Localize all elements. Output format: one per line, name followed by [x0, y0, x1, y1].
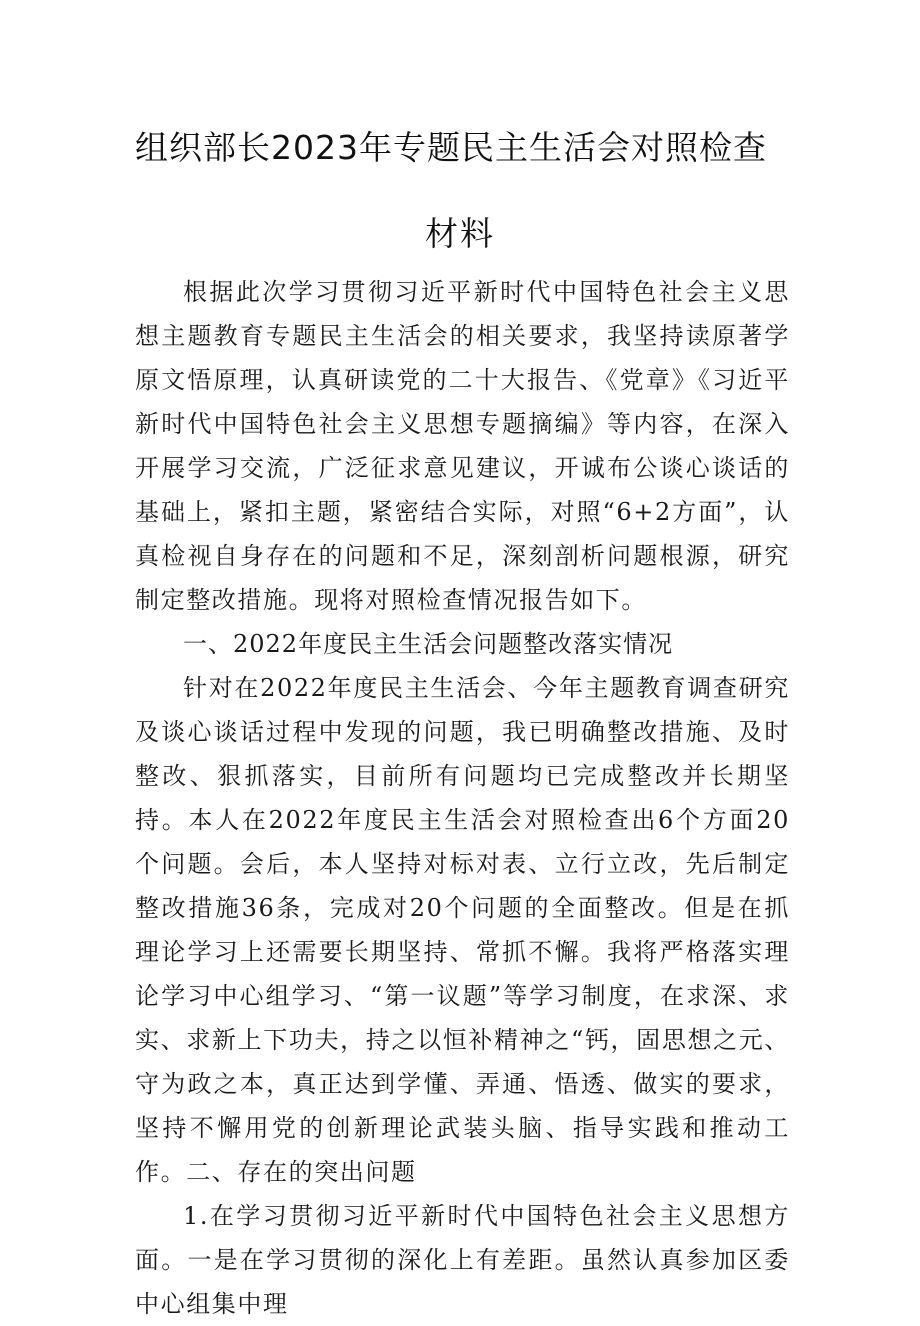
- item-1-paragraph: 1.在学习贯彻习近平新时代中国特色社会主义思想方面。一是在学习贯彻的深化上有差距。虽然认真参加区委中心组集中理: [135, 1202, 790, 1318]
- section-heading-1: 一、2022年度民主生活会问题整改落实情况: [183, 630, 674, 658]
- document-body: [135, 270, 790, 1326]
- section-1-paragraph: 针对在2022年度民主生活会、今年主题教育调查研究及谈心谈话过程中发现的问题，我已明确整改措施、及时整改、狠抓落实，目前所有问题均已完成整改并长期坚持。本人在2022年度民主生活会对照检查出6个方面20个问题。会后，本人坚持对标对表、立行立改，先后制定整改措施36条，完成对20个问题的全面整改。但是在抓理论学习上还需要长期坚持、常抓不懈。我将严格落实理论学习中心组学习、“第一议题”等学习制度，在求深、求实、求新上下功夫，持之以恒补精神之“钙，固思想之元、守为政之本，真正达到学懂、弄通、悟透、做实的要求，坚持不懈用党的创新理论武装头脑、指导实践和推动工作。二、存在的突出问题: [135, 674, 790, 1186]
- document-title-line2: 材料: [425, 214, 495, 253]
- document-title-line1: 组织部长2023年专题民主生活会对照检查: [135, 128, 767, 167]
- intro-paragraph: 根据此次学习贯彻习近平新时代中国特色社会主义思想主题教育专题民主生活会的相关要求，我坚持读原著学原文悟原理，认真研读党的二十大报告、《党章》《习近平新时代中国特色社会主义思想专题摘编》等内容，在深入开展学习交流，广泛征求意见建议，开诚布公谈心谈话的基础上，紧扣主题，紧密结合实际，对照“6+2方面”，认真检视自身存在的问题和不足，深刻剖析问题根源，研究制定整改措施。现将对照检查情况报告如下。: [135, 278, 790, 614]
